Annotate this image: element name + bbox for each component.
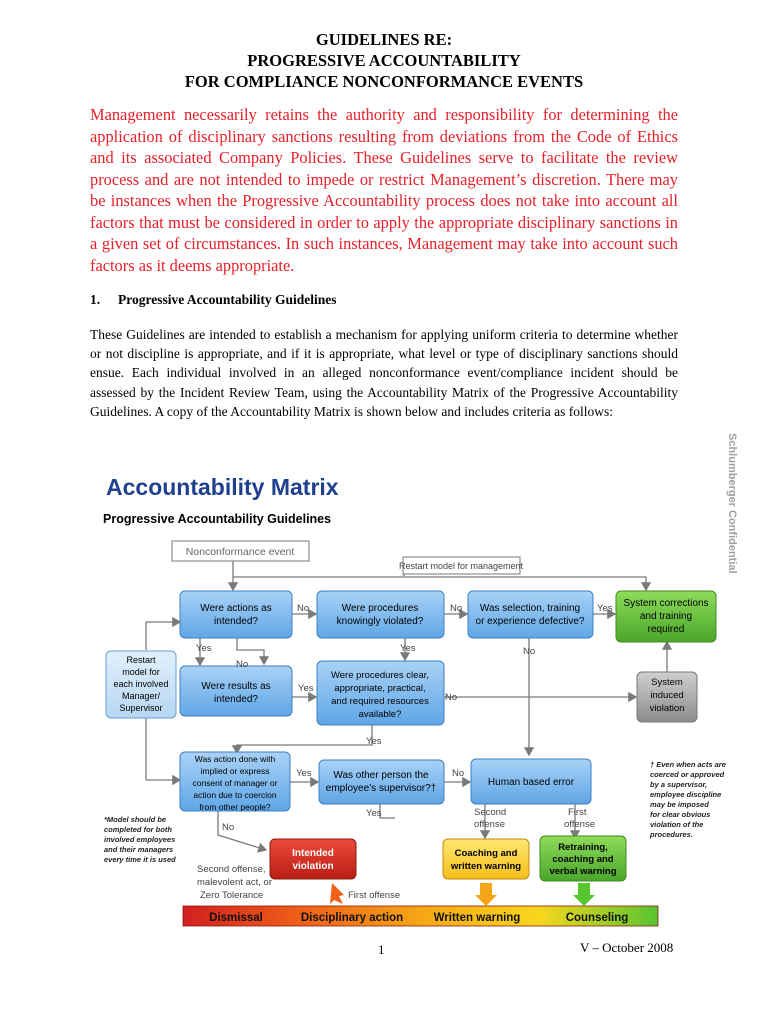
q6-line2: implied or express — [200, 766, 270, 776]
q5-line1: Were procedures clear, — [330, 670, 430, 681]
q2-line1: Were procedures — [341, 603, 419, 614]
restart-line4: Manager/ — [121, 691, 161, 701]
first-offense-l2: offense — [564, 819, 595, 830]
human-error-box: Human based error — [487, 777, 575, 788]
malevolent-l1: Second offense, — [197, 864, 266, 875]
arrow-written — [475, 883, 497, 906]
retrain-line2: coaching and — [552, 854, 614, 865]
label-yes-2: Yes — [196, 643, 212, 654]
label-yes-3: Yes — [400, 643, 416, 654]
intended-line1: Intended — [292, 848, 334, 859]
restart-line1: Restart — [126, 655, 156, 665]
note-left-4: and their managers — [104, 845, 174, 854]
first-offense-l1: First — [568, 807, 587, 818]
label-no-7: No — [222, 822, 235, 833]
malevolent-l2: malevolent act, or — [197, 877, 272, 888]
sys-induced-line2: induced — [650, 690, 684, 701]
q6-line3: consent of manager or — [192, 778, 278, 788]
q4-line2: intended? — [214, 694, 258, 705]
q5-line4: available? — [358, 709, 402, 720]
label-yes-7: Yes — [366, 808, 382, 819]
retrain-line1: Retraining, — [558, 842, 608, 853]
note-right-4: employee discipline — [650, 790, 722, 799]
sys-induced-line3: violation — [649, 703, 685, 714]
intended-line2: violation — [292, 861, 334, 872]
label-no-5: No — [445, 692, 458, 703]
restart-line5: Supervisor — [119, 703, 163, 713]
note-left-1: *Model should be — [104, 815, 167, 824]
note-right-5: may be imposed — [650, 800, 709, 809]
sys-corr-line2: and training — [639, 611, 693, 622]
label-no-4: No — [523, 646, 536, 657]
title-line-1: GUIDELINES RE: — [315, 30, 453, 49]
bar-written: Written warning — [433, 912, 521, 924]
label-no-6: No — [452, 768, 465, 779]
title-line-2: PROGRESSIVE ACCOUNTABILITY — [247, 51, 521, 70]
label-yes-4: Yes — [298, 683, 314, 694]
second-offense-l1: Second — [474, 807, 507, 818]
note-right-3: by a supervisor, — [650, 780, 708, 789]
bar-dismissal: Dismissal — [209, 912, 263, 924]
note-left-3: involved employees — [104, 835, 176, 844]
sys-corr-line1: System corrections — [623, 598, 709, 609]
restart-line3: each involved — [113, 679, 169, 689]
note-right-8: procedures. — [650, 830, 693, 839]
note-left-5: every time it is used — [104, 855, 176, 864]
matrix-title: Accountability Matrix — [106, 474, 339, 500]
q4-line1: Were results as — [201, 681, 271, 692]
restart-management-box: Restart model for management — [398, 561, 524, 571]
section-number: 1. — [90, 292, 101, 307]
restart-line2: model for — [122, 667, 160, 677]
malevolent-l3: Zero Tolerance — [200, 890, 264, 901]
arrow-counseling — [573, 883, 595, 906]
bar-disciplinary: Disciplinary action — [300, 912, 404, 924]
q7-line2: employee’s supervisor?† — [325, 783, 437, 794]
section-title: Progressive Accountability Guidelines — [118, 292, 337, 307]
version-date: V – October 2008 — [580, 940, 674, 955]
label-yes-6: Yes — [296, 768, 312, 779]
intro-paragraph: Management necessarily retains the authority and responsibility for determining the application of disciplinary sanctions resulting from deviations from the Code of Ethics and its associated Company Policies. These Guidelines serve to facilitate the review process and are not intended to impede or restrict Management’s discretion. There may be instances when the Progressive Accountability process does not take into account all factors that must be considered in order to apply the appropriate disciplinary sanctions in a given set of circumstances. In such instances, Management may take into account such factors as it deems appropriate. — [90, 105, 678, 275]
sys-corr-line3: required — [647, 624, 685, 635]
matrix-subtitle: Progressive Accountability Guidelines — [103, 512, 332, 526]
coaching-line2: written warning — [450, 861, 522, 872]
q5-line2: appropriate, practical, — [334, 683, 426, 694]
q6-line1: Was action done with — [194, 754, 276, 764]
q3-line2: or experience defective? — [475, 616, 585, 627]
q1-line1: Were actions as — [200, 603, 272, 614]
sys-induced-line1: System — [651, 677, 683, 688]
note-right-1: † Even when acts are — [650, 760, 726, 769]
arrow-first-offense — [330, 883, 344, 904]
note-right-7: violation of the — [650, 820, 704, 829]
q3-line1: Was selection, training — [479, 603, 581, 614]
q5-line3: and required resources — [331, 696, 429, 707]
label-yes-1: Yes — [597, 603, 613, 614]
section-body: These Guidelines are intended to establish a mechanism for applying uniform criteria to determine whether or not discipline is appropriate, and if it is appropriate, what level or type of disciplinary sanctions should ensue. Each individual involved in an alleged nonconformance event/compliance incident should be assessed by the Incident Review Team, using the Accountability Matrix of the Progressive Accountability Guidelines. A copy of the Accountability Matrix is shown below and includes criteria as follows: — [90, 327, 678, 419]
confidential-label: Schlumberger Confidential — [726, 433, 738, 574]
page-number: 1 — [378, 942, 385, 957]
note-left-2: completed for both — [104, 825, 172, 834]
q2-line2: knowingly violated? — [336, 616, 424, 627]
q7-line1: Was other person the — [333, 770, 429, 781]
label-no-1: No — [297, 603, 310, 614]
note-right-2: coerced or approved — [650, 770, 725, 779]
coaching-line1: Coaching and — [454, 848, 518, 859]
label-yes-5: Yes — [366, 736, 382, 747]
label-no-3: No — [236, 659, 249, 670]
q1-line2: intended? — [214, 616, 258, 627]
retrain-line3: verbal warning — [549, 866, 617, 877]
second-offense-l2: offense — [474, 819, 505, 830]
title-line-3: FOR COMPLIANCE NONCONFORMANCE EVENTS — [184, 72, 584, 91]
first-offense-bottom: First offense — [348, 890, 401, 901]
bar-counseling: Counseling — [565, 912, 629, 924]
label-no-2: No — [450, 603, 463, 614]
q6-line4: action due to coercion — [193, 790, 277, 800]
note-right-6: for clear obvious — [650, 810, 711, 819]
q6-line5: from other people? — [199, 802, 271, 812]
nonconformance-event-box: Nonconformance event — [185, 546, 295, 558]
